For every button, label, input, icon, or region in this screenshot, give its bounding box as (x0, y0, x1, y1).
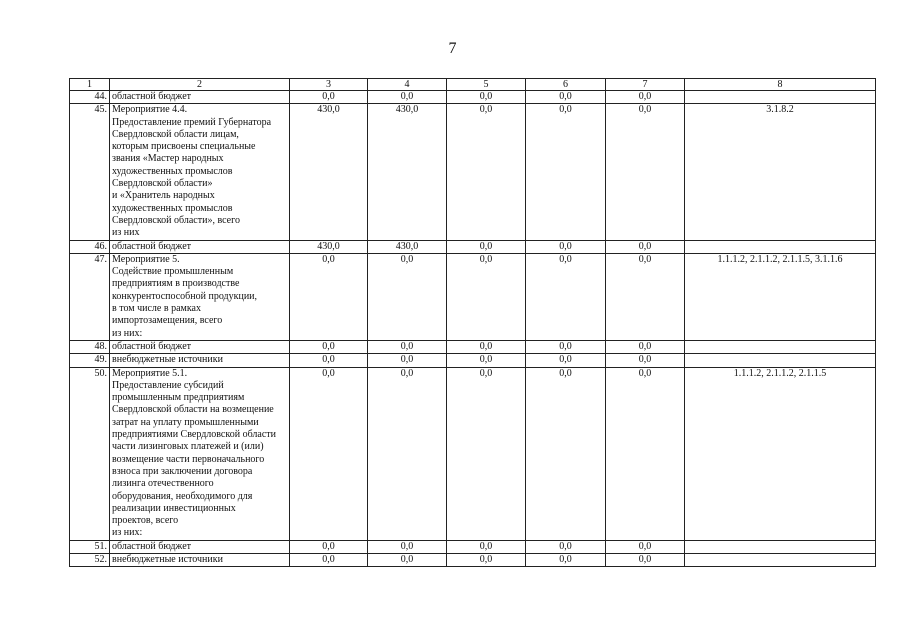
value-col-5: 0,0 (447, 240, 526, 253)
value-col-4: 0,0 (368, 553, 447, 566)
row-description: Мероприятие 4.4. Предоставление премий Губернатора Свердловской области лицам, которым присвоены специальные звания «Мастер народных художественных промыслов Свердловской области» и «Хранитель народных художественных промыслов Свердловской области», всего из них (110, 104, 290, 240)
value-col-3: 0,0 (290, 91, 368, 104)
budget-table (69, 78, 876, 567)
row-description: областной бюджет (110, 340, 290, 353)
value-col-7: 0,0 (606, 354, 685, 367)
table-row (70, 367, 876, 540)
table-body (70, 91, 876, 567)
value-col-6: 0,0 (526, 91, 606, 104)
value-col-5: 0,0 (447, 540, 526, 553)
target-indicators (685, 91, 876, 104)
row-description: внебюджетные источники (110, 553, 290, 566)
value-col-5: 0,0 (447, 340, 526, 353)
value-col-6: 0,0 (526, 540, 606, 553)
table-row (70, 91, 876, 104)
row-number: 51. (70, 540, 110, 553)
table-row (70, 340, 876, 353)
value-col-5: 0,0 (447, 367, 526, 540)
header-cell-6: 6 (526, 79, 606, 91)
table-row (70, 104, 876, 240)
value-col-4: 0,0 (368, 540, 447, 553)
target-indicators (685, 540, 876, 553)
target-indicators (685, 340, 876, 353)
header-cell-8: 8 (685, 79, 876, 91)
row-number: 49. (70, 354, 110, 367)
row-description: Мероприятие 5. Содействие промышленным предприятиям в производстве конкурентоспособной продукции, в том числе в рамках импортозамещения, всего из них: (110, 253, 290, 340)
value-col-4: 0,0 (368, 253, 447, 340)
row-description: Мероприятие 5.1. Предоставление субсидий промышленным предприятиям Свердловской области на возмещение затрат на уплату промышленными предприятиями Свердловской области части лизинговых платежей и (или) возмещение части первоначального взноса при заключении договора лизинга отечественного оборудования, необходимого для реализации инвестиционных проектов, всего из них: (110, 367, 290, 540)
row-number: 45. (70, 104, 110, 240)
value-col-5: 0,0 (447, 104, 526, 240)
value-col-6: 0,0 (526, 240, 606, 253)
value-col-6: 0,0 (526, 553, 606, 566)
row-number: 47. (70, 253, 110, 340)
value-col-4: 430,0 (368, 104, 447, 240)
value-col-4: 430,0 (368, 240, 447, 253)
row-number: 46. (70, 240, 110, 253)
header-row (70, 79, 876, 91)
value-col-6: 0,0 (526, 253, 606, 340)
value-col-7: 0,0 (606, 104, 685, 240)
value-col-7: 0,0 (606, 553, 685, 566)
target-indicators: 1.1.1.2, 2.1.1.2, 2.1.1.5 (685, 367, 876, 540)
target-indicators (685, 354, 876, 367)
table-header (70, 79, 876, 91)
target-indicators (685, 240, 876, 253)
value-col-3: 0,0 (290, 553, 368, 566)
value-col-7: 0,0 (606, 340, 685, 353)
header-cell-2: 2 (110, 79, 290, 91)
value-col-6: 0,0 (526, 354, 606, 367)
value-col-5: 0,0 (447, 253, 526, 340)
value-col-7: 0,0 (606, 540, 685, 553)
target-indicators: 3.1.8.2 (685, 104, 876, 240)
value-col-3: 0,0 (290, 367, 368, 540)
row-number: 50. (70, 367, 110, 540)
value-col-3: 0,0 (290, 340, 368, 353)
value-col-3: 430,0 (290, 240, 368, 253)
value-col-7: 0,0 (606, 91, 685, 104)
row-number: 44. (70, 91, 110, 104)
target-indicators: 1.1.1.2, 2.1.1.2, 2.1.1.5, 3.1.1.6 (685, 253, 876, 340)
header-cell-7: 7 (606, 79, 685, 91)
row-description: областной бюджет (110, 240, 290, 253)
value-col-7: 0,0 (606, 253, 685, 340)
value-col-5: 0,0 (447, 354, 526, 367)
value-col-7: 0,0 (606, 367, 685, 540)
table-row (70, 354, 876, 367)
value-col-3: 430,0 (290, 104, 368, 240)
row-description: областной бюджет (110, 91, 290, 104)
value-col-6: 0,0 (526, 104, 606, 240)
value-col-3: 0,0 (290, 540, 368, 553)
value-col-4: 0,0 (368, 340, 447, 353)
table-row (70, 253, 876, 340)
value-col-3: 0,0 (290, 354, 368, 367)
header-cell-1: 1 (70, 79, 110, 91)
row-description: внебюджетные источники (110, 354, 290, 367)
header-cell-4: 4 (368, 79, 447, 91)
value-col-6: 0,0 (526, 367, 606, 540)
row-number: 48. (70, 340, 110, 353)
table-row (70, 540, 876, 553)
value-col-4: 0,0 (368, 354, 447, 367)
target-indicators (685, 553, 876, 566)
value-col-5: 0,0 (447, 91, 526, 104)
value-col-3: 0,0 (290, 253, 368, 340)
header-cell-5: 5 (447, 79, 526, 91)
header-cell-3: 3 (290, 79, 368, 91)
row-description: областной бюджет (110, 540, 290, 553)
value-col-4: 0,0 (368, 91, 447, 104)
value-col-7: 0,0 (606, 240, 685, 253)
value-col-4: 0,0 (368, 367, 447, 540)
table-row (70, 240, 876, 253)
row-number: 52. (70, 553, 110, 566)
value-col-6: 0,0 (526, 340, 606, 353)
value-col-5: 0,0 (447, 553, 526, 566)
page-number: 7 (448, 40, 457, 57)
table-row (70, 553, 876, 566)
